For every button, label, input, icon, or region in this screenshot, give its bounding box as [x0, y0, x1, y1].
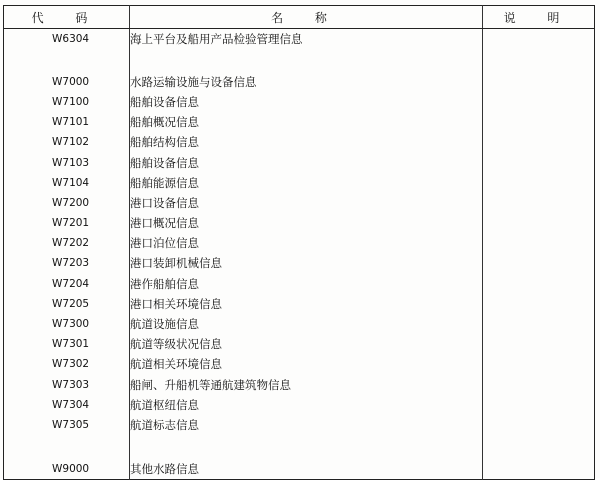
- row-code: W7104: [52, 176, 90, 189]
- row-name: 航道相关环境信息: [130, 354, 483, 374]
- header-name: 名 称: [130, 6, 483, 29]
- row-note: [483, 435, 595, 459]
- header-note: 说 明: [483, 6, 595, 29]
- header-code: 代 码: [4, 6, 130, 29]
- row-code: W7103: [52, 156, 90, 169]
- table-row: [4, 173, 595, 193]
- row-code: W7205: [52, 297, 90, 310]
- row-code: W9000: [52, 462, 90, 475]
- row-name: 船舶设备信息: [130, 92, 483, 112]
- row-code: W7300: [52, 318, 90, 331]
- table-row: [4, 213, 595, 233]
- row-note: [483, 294, 595, 314]
- table-row: [4, 395, 595, 415]
- row-note: [483, 334, 595, 354]
- row-name: 航道枢纽信息: [130, 395, 483, 415]
- table-row: [4, 29, 595, 49]
- row-code: W7102: [52, 136, 90, 149]
- row-name: 水路运输设施与设备信息: [130, 72, 483, 92]
- row-name: 船舶设备信息: [130, 152, 483, 172]
- table-row: [4, 253, 595, 273]
- table-row-spacer: [4, 49, 595, 72]
- row-code: W7101: [52, 116, 90, 129]
- row-note: [483, 132, 595, 152]
- row-name: 港口泊位信息: [130, 233, 483, 253]
- row-name: [130, 49, 483, 72]
- row-code: [4, 435, 130, 459]
- row-code: W7000: [52, 75, 90, 88]
- row-code: W7201: [52, 217, 90, 230]
- row-name: 航道设施信息: [130, 314, 483, 334]
- table-row: [4, 112, 595, 132]
- table-row: [4, 314, 595, 334]
- table-row: [4, 72, 595, 92]
- row-note: [483, 459, 595, 479]
- table-row-spacer: [4, 435, 595, 459]
- row-code: W7303: [52, 378, 90, 391]
- row-name: 港口相关环境信息: [130, 294, 483, 314]
- row-note: [483, 49, 595, 72]
- row-note: [483, 274, 595, 294]
- row-note: [483, 213, 595, 233]
- row-name: 港作船舶信息: [130, 274, 483, 294]
- row-code: W7302: [52, 358, 90, 371]
- row-name: 航道等级状况信息: [130, 334, 483, 354]
- row-code: W7204: [52, 277, 90, 290]
- table-row: [4, 193, 595, 213]
- table-row: [4, 92, 595, 112]
- row-name: 船舶概况信息: [130, 112, 483, 132]
- table-row: [4, 152, 595, 172]
- row-note: [483, 152, 595, 172]
- row-code: W7200: [52, 196, 90, 209]
- table-header-row: [4, 6, 595, 29]
- row-name: 港口装卸机械信息: [130, 253, 483, 273]
- row-note: [483, 354, 595, 374]
- row-code: W7100: [52, 95, 90, 108]
- row-note: [483, 415, 595, 435]
- row-code: W7301: [52, 338, 90, 351]
- row-name: [130, 435, 483, 459]
- row-name: 船舶结构信息: [130, 132, 483, 152]
- row-note: [483, 112, 595, 132]
- row-name: 港口概况信息: [130, 213, 483, 233]
- row-note: [483, 233, 595, 253]
- table-row: [4, 459, 595, 479]
- row-code: W7305: [52, 418, 90, 431]
- row-name: 港口设备信息: [130, 193, 483, 213]
- row-code: W7203: [52, 257, 90, 270]
- row-note: [483, 173, 595, 193]
- row-name: 船舶能源信息: [130, 173, 483, 193]
- row-name: 船闸、升船机等通航建筑物信息: [130, 375, 483, 395]
- row-note: [483, 253, 595, 273]
- row-note: [483, 314, 595, 334]
- table-row: [4, 354, 595, 374]
- row-code: W7202: [52, 237, 90, 250]
- row-note: [483, 72, 595, 92]
- row-code: W6304: [52, 32, 90, 45]
- row-note: [483, 92, 595, 112]
- row-name: 海上平台及船用产品检验管理信息: [130, 29, 483, 49]
- table-row: [4, 334, 595, 354]
- row-note: [483, 375, 595, 395]
- row-note: [483, 29, 595, 49]
- table-row: [4, 132, 595, 152]
- row-code: [4, 49, 130, 72]
- table-row: [4, 274, 595, 294]
- row-note: [483, 193, 595, 213]
- table-row: [4, 375, 595, 395]
- classification-code-table: [3, 5, 595, 480]
- row-note: [483, 395, 595, 415]
- table-row: [4, 415, 595, 435]
- row-code: W7304: [52, 398, 90, 411]
- row-name: 其他水路信息: [130, 459, 483, 479]
- table-row: [4, 294, 595, 314]
- table-row: [4, 233, 595, 253]
- row-name: 航道标志信息: [130, 415, 483, 435]
